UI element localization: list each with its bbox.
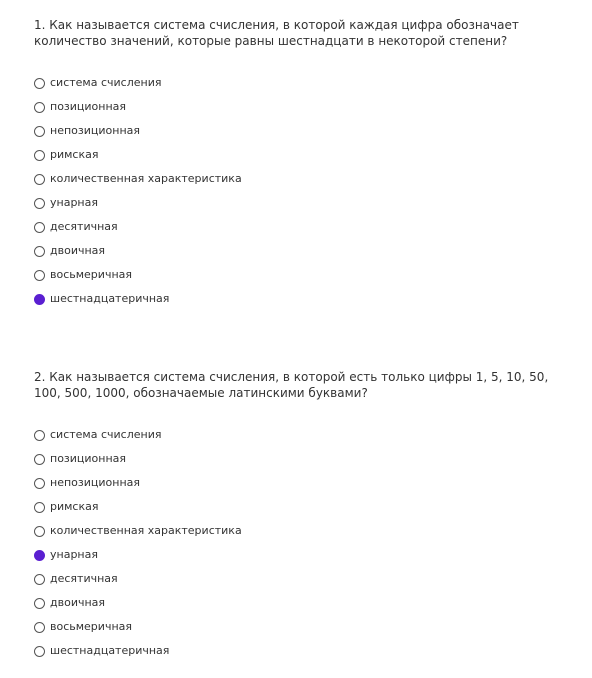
option-item[interactable] — [34, 191, 554, 215]
option-item[interactable] — [34, 471, 554, 495]
radio-button[interactable] — [34, 294, 45, 305]
option-label: шестнадцатеричная — [50, 644, 170, 657]
option-item[interactable] — [34, 591, 554, 615]
radio-button[interactable] — [34, 622, 45, 633]
radio-button[interactable] — [34, 102, 45, 113]
answer-options — [34, 423, 554, 663]
option-label: количественная характеристика — [50, 172, 242, 185]
option-label: непозиционная — [50, 124, 140, 137]
option-item[interactable] — [34, 95, 554, 119]
radio-button[interactable] — [34, 430, 45, 441]
radio-button[interactable] — [34, 550, 45, 561]
radio-button[interactable] — [34, 478, 45, 489]
radio-button[interactable] — [34, 454, 45, 465]
option-label: десятичная — [50, 572, 118, 585]
option-item[interactable] — [34, 567, 554, 591]
radio-button[interactable] — [34, 150, 45, 161]
option-label: позиционная — [50, 100, 127, 113]
radio-button[interactable] — [34, 598, 45, 609]
radio-button[interactable] — [34, 646, 45, 657]
radio-button[interactable] — [34, 270, 45, 281]
option-item[interactable] — [34, 239, 554, 263]
radio-button[interactable] — [34, 502, 45, 513]
question-1 — [34, 17, 554, 311]
option-item[interactable] — [34, 215, 554, 239]
option-label: унарная — [50, 196, 98, 209]
option-label: двоичная — [50, 596, 106, 609]
option-item[interactable] — [34, 423, 554, 447]
option-label: система счисления — [50, 76, 162, 89]
option-item[interactable] — [34, 495, 554, 519]
option-label: римская — [50, 148, 99, 161]
radio-button[interactable] — [34, 126, 45, 137]
option-label: римская — [50, 500, 99, 513]
option-item[interactable] — [34, 263, 554, 287]
option-label: восьмеричная — [50, 268, 132, 281]
option-label: восьмеричная — [50, 620, 132, 633]
question-text: 2. Как называется система счисления, в которой есть только цифры 1, 5, 10, 50, 100, 500, 1000, обозначаемые латинскими буквами? — [34, 370, 549, 400]
radio-button[interactable] — [34, 78, 45, 89]
option-item[interactable] — [34, 615, 554, 639]
radio-button[interactable] — [34, 574, 45, 585]
answer-options — [34, 71, 554, 311]
radio-button[interactable] — [34, 222, 45, 233]
option-item[interactable] — [34, 143, 554, 167]
option-label: позиционная — [50, 452, 127, 465]
question-text: 1. Как называется система счисления, в которой каждая цифра обозначает количество значений, которые равны шестнадцати в некоторой степени? — [34, 18, 519, 48]
option-label: десятичная — [50, 220, 118, 233]
option-item[interactable] — [34, 167, 554, 191]
radio-button[interactable] — [34, 174, 45, 185]
option-item[interactable] — [34, 543, 554, 567]
option-label: количественная характеристика — [50, 524, 242, 537]
question-2 — [34, 369, 554, 663]
option-item[interactable] — [34, 447, 554, 471]
option-label: шестнадцатеричная — [50, 292, 170, 305]
option-item[interactable] — [34, 119, 554, 143]
radio-button[interactable] — [34, 246, 45, 257]
option-item[interactable] — [34, 519, 554, 543]
radio-button[interactable] — [34, 198, 45, 209]
option-label: непозиционная — [50, 476, 140, 489]
option-label: двоичная — [50, 244, 106, 257]
option-item[interactable] — [34, 287, 554, 311]
option-item[interactable] — [34, 71, 554, 95]
option-item[interactable] — [34, 639, 554, 663]
radio-button[interactable] — [34, 526, 45, 537]
option-label: унарная — [50, 548, 98, 561]
option-label: система счисления — [50, 428, 162, 441]
